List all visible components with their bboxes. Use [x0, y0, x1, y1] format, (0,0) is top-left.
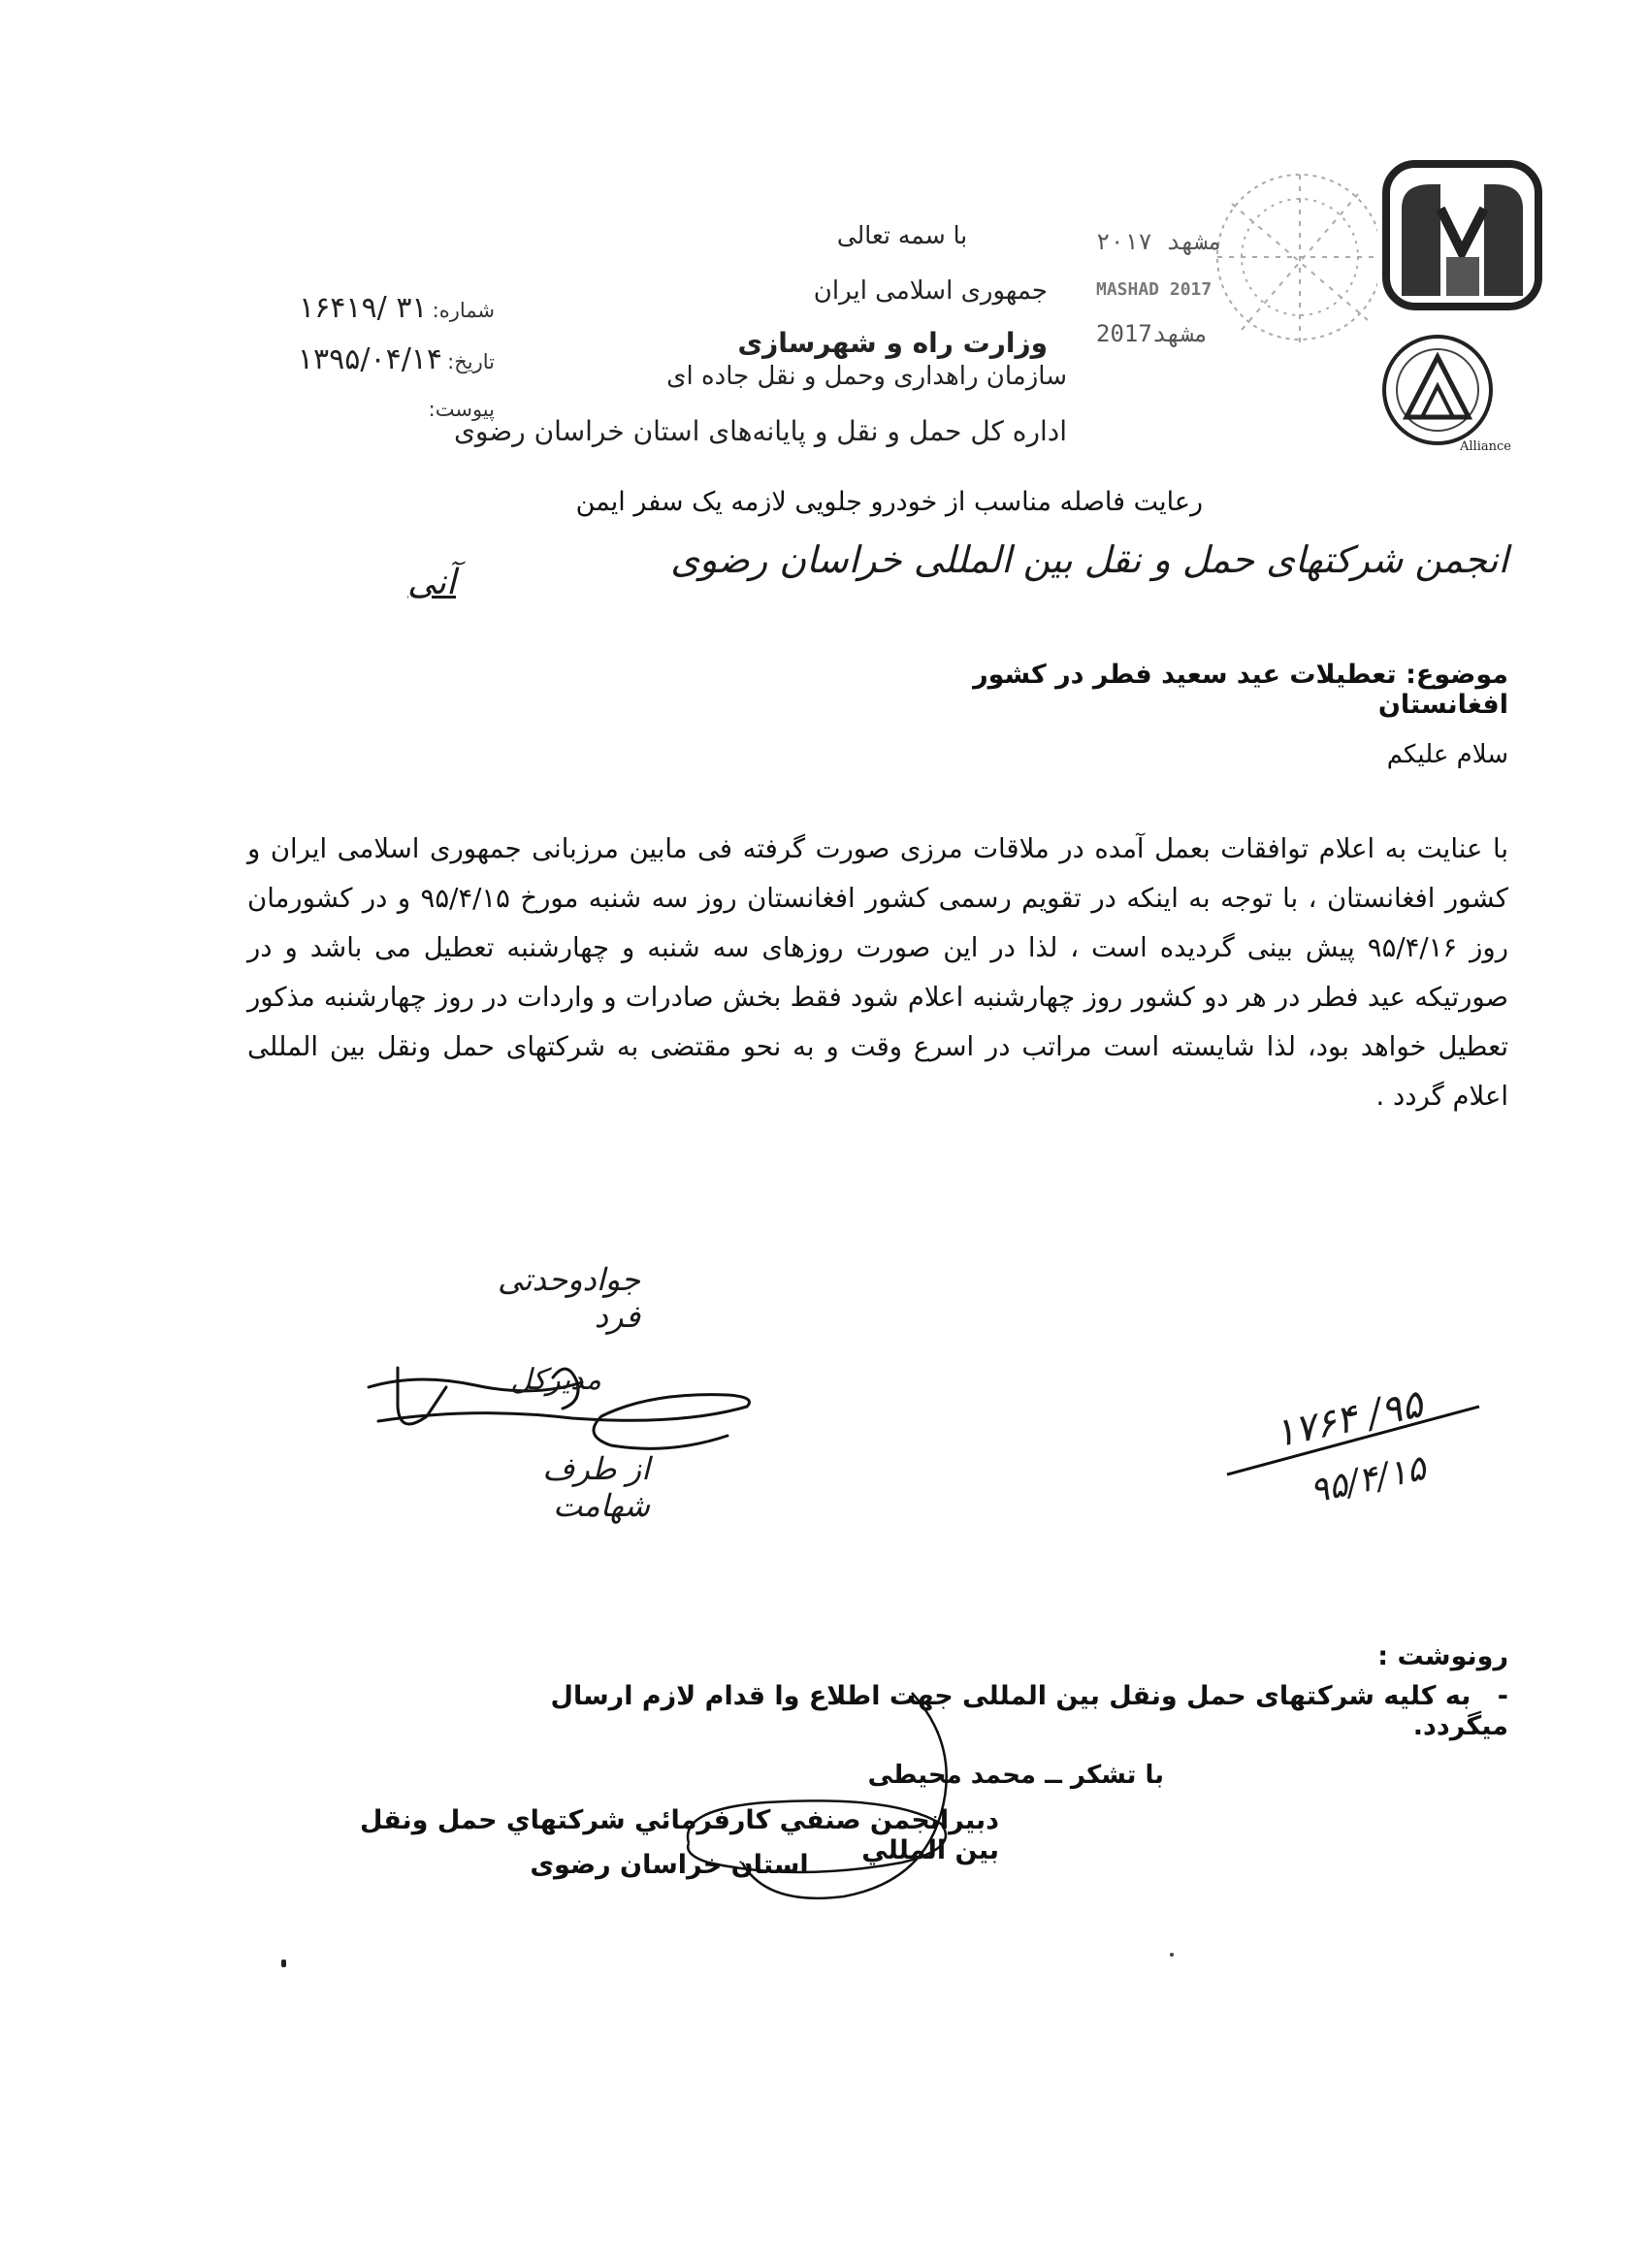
- attachment-label: پیوست:: [428, 398, 495, 421]
- alliance-logo: [1377, 330, 1533, 461]
- header-department: اداره کل حمل و نقل و پایانه‌های استان خراسان رضوی: [454, 415, 1067, 447]
- stamp-year-2: MASHAD 2017: [1096, 279, 1212, 300]
- mashhad-2017-stamp: [1096, 165, 1377, 388]
- copy-line-text: به کلیه شرکتهای حمل ونقل بین المللی جهت اطلاع وا قدام لازم ارسال میگردد.: [550, 1681, 1508, 1741]
- handwritten-date: ۹۵/۴/۱۵: [1306, 1447, 1430, 1512]
- scan-speck: [1170, 1953, 1174, 1957]
- on-behalf-note: از طرف شهامت: [542, 1450, 650, 1524]
- basmala: با سمه تعالی: [836, 221, 968, 249]
- stamp-year-1: مشهد ۲۰۱۷: [1096, 228, 1223, 255]
- letter-body: با عنایت به اعلام توافقات بعمل آمده در ملاقات مرزی صورت گرفته فی مابین مرزبانی جمهوری اسلامی ایران و کشور افغانستان ، با توجه به اینکه در تقویم رسمی کشور افغانستان روز سه شنبه مورخ ۹۵/۴/۱۵ و در کشورمان روز ۹۵/۴/۱۶ پیش بینی گردیده است ، لذا در این صورت روزهای سه شنبه و چهارشنبه تعطیل می باشد و در صورتیکه عید فطر در هر دو کشور روز چهارشنبه اعلام شود فقط بخش صادرات و واردات در روز چهارشنبه مذکور تعطیل خواهد بود، لذا شایسته است مراتب در اسرع وقت و به نحو مقتضی به شرکتهای حمل ونقل بین المللی اعلام گردد .: [247, 833, 1508, 1112]
- stamp-year-3: مشهد2017: [1096, 320, 1209, 347]
- greeting: سلام علیکم: [1386, 740, 1508, 769]
- pen-oval-signature: [650, 1688, 970, 1921]
- scan-speck: [281, 1960, 286, 1967]
- header-ministry: وزارت راه و شهرسازی: [737, 327, 1048, 359]
- meta-date-row: [247, 342, 495, 376]
- secretary-title: دبیرانجمن صنفي کارفرمائي شرکتهاي حمل ونقل بین المللي: [360, 1805, 999, 1865]
- number-label: شماره:: [432, 299, 495, 322]
- header-country: جمهوری اسلامی ایران: [813, 276, 1048, 306]
- subject: موضوع: تعطیلات عید سعید فطر در کشور افغانستان: [973, 660, 1508, 720]
- handwritten-registration: ۹۵/ ۱۷۶۴: [1270, 1381, 1427, 1457]
- alliance-text: Alliance: [1460, 439, 1511, 454]
- header-organization: سازمان راهداری وحمل و نقل جاده ای: [666, 362, 1067, 391]
- copy-title: رونوشت :: [1377, 1641, 1508, 1671]
- urgency-note: آنی: [406, 563, 457, 602]
- date-value: ۱۳۹۵/۰۴/۱۴: [297, 342, 443, 376]
- number-value: ۳۱ /۱۶۴۱۹: [299, 291, 428, 325]
- safety-slogan: رعایت فاصله مناسب از خودرو جلویی لازمه یک سفر ایمن: [575, 487, 1203, 517]
- secretary-province: استان خراسان رضوی: [530, 1850, 809, 1880]
- copy-dash: -: [1497, 1681, 1508, 1711]
- date-label: تاریخ:: [447, 350, 495, 373]
- signer-name: جوادوحدتی فرد: [497, 1261, 640, 1335]
- ministry-logo: [1382, 160, 1542, 310]
- signer-title: مدیرکل: [510, 1363, 601, 1397]
- meta-number-row: [272, 291, 495, 325]
- thanks-line: با تشکر ــ محمد محیطی: [867, 1761, 1164, 1790]
- meta-attachment-row: [369, 398, 495, 421]
- recipient: انجمن شرکتهای حمل و نقل بین المللی خراسان رضوی: [670, 538, 1508, 581]
